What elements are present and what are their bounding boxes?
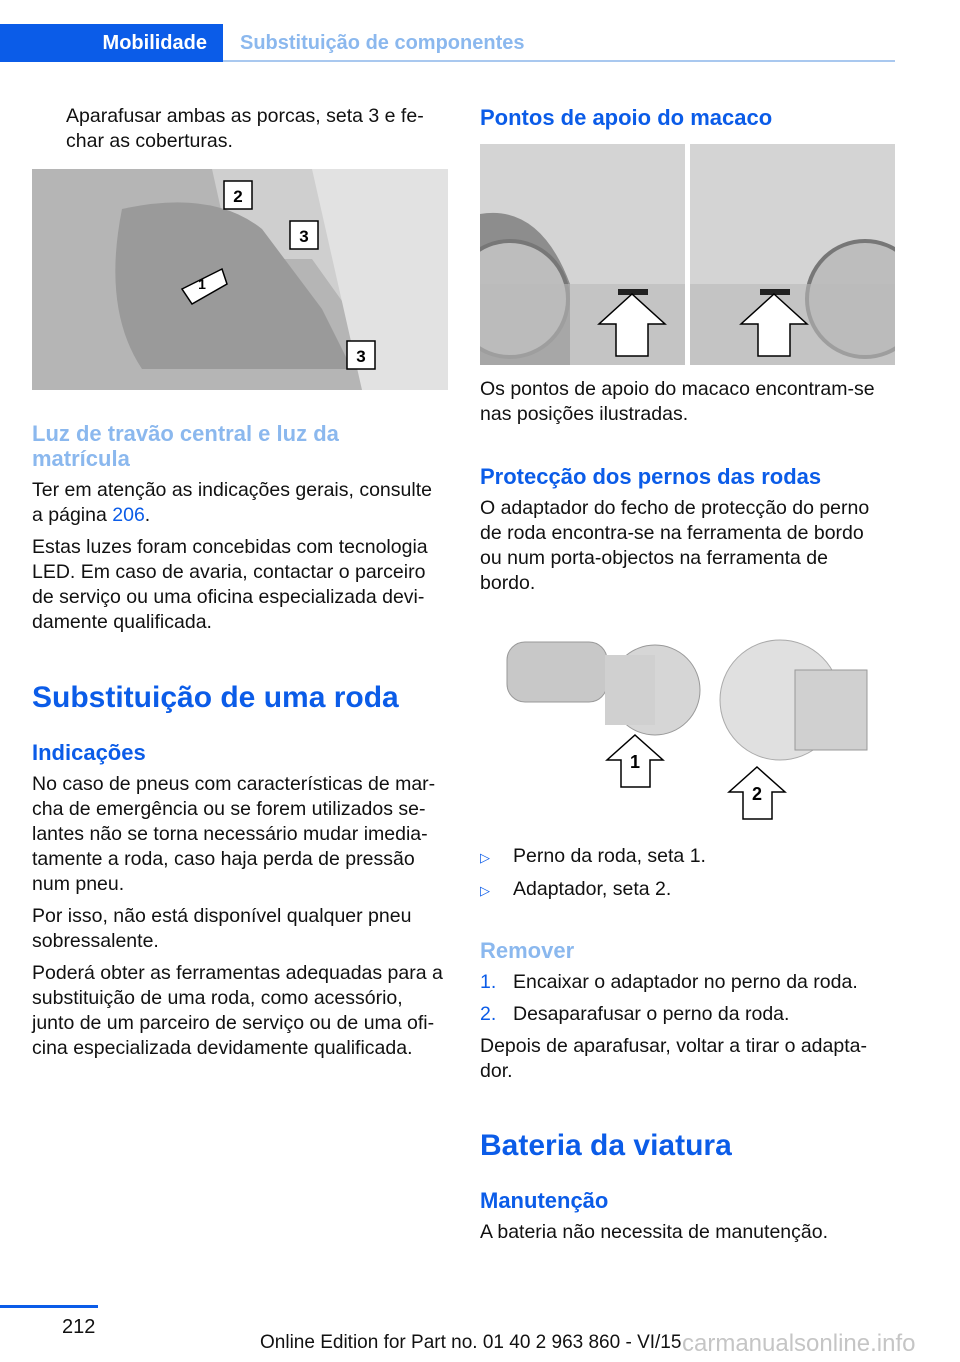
arrow-label: 3	[299, 227, 309, 246]
line: Poderá obter as ferramentas adequadas para a	[32, 962, 443, 984]
line: Aparafusar ambas as porcas, seta 3 e fe-	[66, 105, 424, 127]
manutencao-heading: Manutenção	[480, 1188, 609, 1213]
step-item	[480, 970, 867, 995]
watermark: carmanualsonline.info	[682, 1330, 916, 1357]
arrow-label: 2	[233, 187, 243, 206]
header-rule	[223, 60, 895, 62]
line: Depois de aparafusar, voltar a tirar o adapta-	[480, 1035, 867, 1057]
remover-heading: Remover	[480, 938, 575, 963]
line: Por isso, não está disponível qualquer pneu	[32, 905, 412, 927]
bullet-list	[480, 844, 706, 903]
line: sobressalente.	[32, 930, 159, 952]
line: de serviço ou uma oficina especializada devi-	[32, 586, 425, 608]
steps-list	[480, 970, 867, 1084]
line: de roda encontra-se na ferramenta de bordo	[480, 522, 864, 544]
tail-light-figure	[32, 169, 448, 390]
bolt-adapter-figure	[495, 630, 885, 825]
item-text: Perno da roda, seta 1.	[513, 845, 706, 867]
bateria-heading: Bateria da viatura	[480, 1129, 732, 1162]
line: Luz de travão central e luz da	[32, 421, 339, 446]
line: junto de um parceiro de serviço ou de uma ofi-	[32, 1012, 435, 1034]
line: damente qualificada.	[32, 611, 212, 633]
pontos-text	[480, 377, 875, 427]
luz-text: Ter em atenção as indicações gerais, consulte a página 206. Estas luzes foram concebidas com tecnologia LED. Em caso de avaria, contactar o parceiro de serviço ou uma oficina especializada devi- damente qualificada.	[32, 478, 452, 635]
chapter-tab[interactable]: Mobilidade	[0, 24, 223, 62]
item-text: Adaptador, seta 2.	[513, 878, 672, 900]
arrow-label: 1	[198, 276, 206, 292]
line: No caso de pneus com características de mar-	[32, 773, 436, 795]
triangle-right-icon: ▷	[480, 883, 490, 898]
line: Os pontos de apoio do macaco encontram-se	[480, 378, 875, 400]
triangle-right-icon: ▷	[480, 850, 490, 865]
indicacoes-heading: Indicações	[32, 740, 146, 765]
pontos-heading: Pontos de apoio do macaco	[480, 105, 773, 130]
line: a página	[32, 504, 113, 526]
line: cha de emergência ou se forem utilizados se-	[32, 798, 426, 820]
step-number: 1.	[480, 971, 497, 993]
line: LED. Em caso de avaria, contactar o parceiro	[32, 561, 426, 583]
arrow-label: 2	[751, 784, 763, 804]
line: nas posições ilustradas.	[480, 403, 689, 425]
arrow-label: 1	[629, 752, 641, 772]
list-item	[480, 877, 706, 903]
line: ou num porta-objectos na ferramenta de	[480, 547, 828, 569]
step-item	[480, 1002, 867, 1027]
list-item	[480, 844, 706, 870]
intro-text	[66, 104, 424, 154]
proteccao-text	[480, 496, 869, 596]
line: tamente a roda, caso haja perda de pressão	[32, 848, 415, 870]
luz-heading	[32, 421, 339, 471]
line: cina especializada devidamente qualificada.	[32, 1037, 413, 1059]
line: lantes não se torna necessário mudar imedia-	[32, 823, 428, 845]
edition-text: Online Edition for Part no. 01 40 2 963 860 - VI/15	[260, 1332, 682, 1353]
line: Ter em atenção as indicações gerais, consulte	[32, 479, 432, 501]
line: char as coberturas.	[66, 130, 233, 152]
line: bordo.	[480, 572, 536, 594]
line: O adaptador do fecho de protecção do perno	[480, 497, 870, 519]
line: Estas luzes foram concebidas com tecnologia	[32, 536, 428, 558]
line: matrícula	[32, 446, 130, 471]
line: num pneu.	[32, 873, 125, 895]
step-text: Desaparafusar o perno da roda.	[513, 1003, 790, 1025]
jack-points-figure	[480, 144, 895, 365]
line: dor.	[480, 1060, 513, 1082]
roda-heading: Substituição de uma roda	[32, 681, 399, 714]
manutencao-text: A bateria não necessita de manutenção.	[480, 1221, 828, 1243]
line: substituição de uma roda, como acessório,	[32, 987, 403, 1009]
step-number: 2.	[480, 1003, 497, 1025]
page-link[interactable]: 206	[112, 504, 145, 526]
footer-rule	[0, 1305, 98, 1308]
step-text: Encaixar o adaptador no perno da roda.	[513, 971, 858, 993]
proteccao-heading: Protecção dos pernos das rodas	[480, 464, 822, 489]
page-number: 212	[62, 1316, 96, 1338]
indicacoes-text	[32, 772, 452, 1061]
section-title[interactable]: Substituição de componentes	[240, 32, 525, 54]
arrow-label: 3	[356, 347, 366, 366]
